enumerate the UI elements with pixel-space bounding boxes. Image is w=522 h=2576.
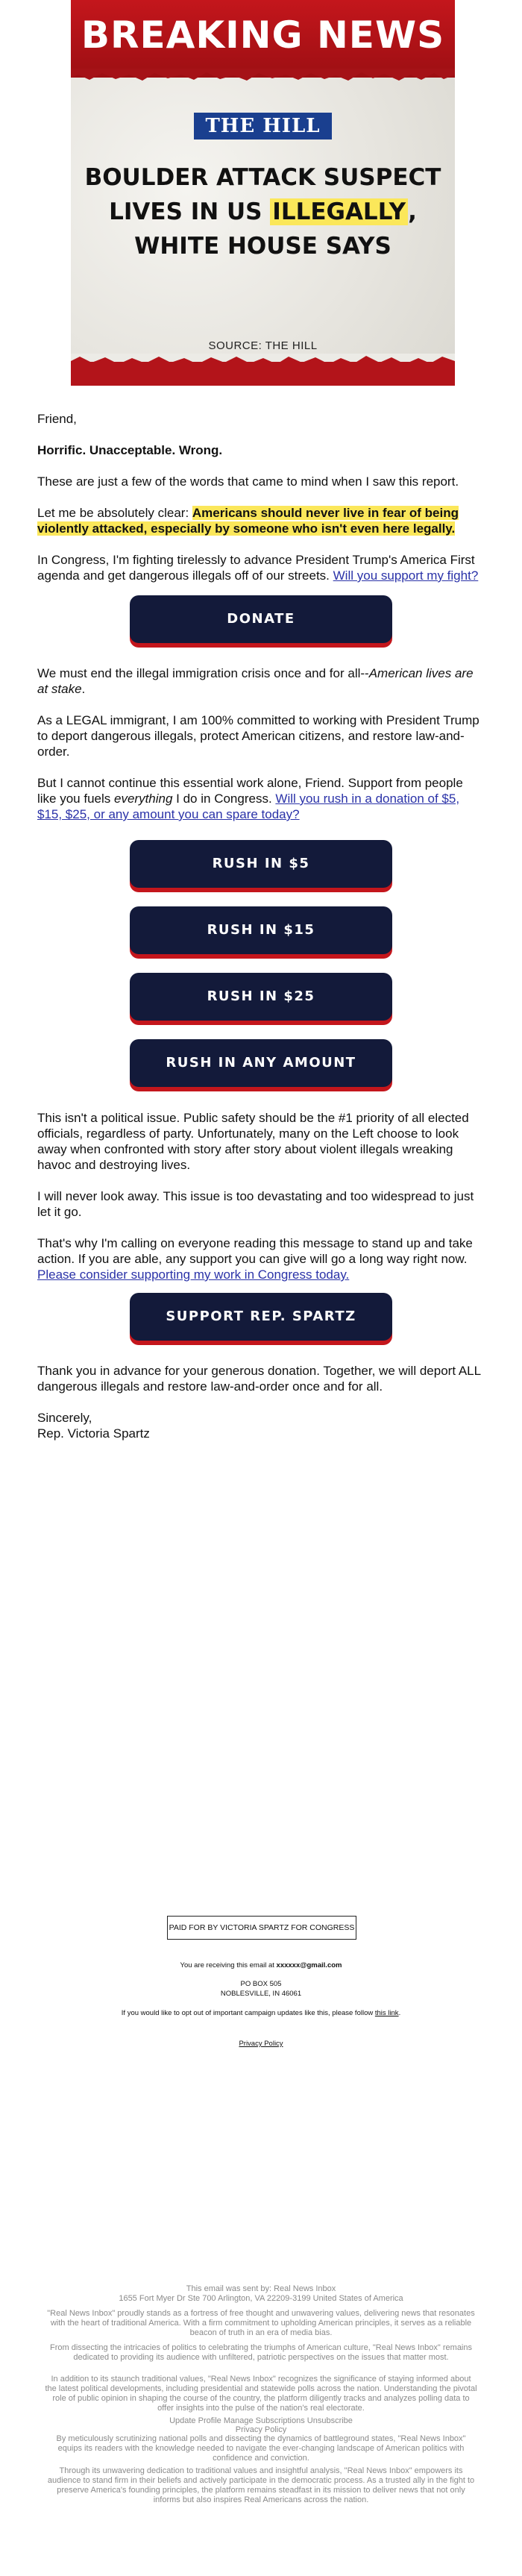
rush-25-button[interactable]: RUSH IN $25 [130,973,392,1021]
paragraph: We must end the illegal immigration crisis once and for all--American lives are at stake. [37,666,474,696]
the-hill-logo: THE HILL [194,113,332,140]
sender-paragraph: Through its unwavering dedication to traditional values and insightful analysis, "Real News Inbox" empowers its audience to stand firm in their beliefs and actively participate in the democratic process. As a trusted ally in the fight to preserve America's founding principles, the platform remains steadfast in its mission to deliver news that not only informs but also inspires Real Americans across the nation. [47,2466,475,2504]
paragraph: Thank you in advance for your generous donation. Together, we will deport ALL dangerous illegals and restore law-and-order once and for all. [37,1364,481,1394]
rush-any-amount-button[interactable]: RUSH IN ANY AMOUNT [130,1039,392,1087]
city-line: NOBLESVILLE, IN 46061 [220,1990,302,1998]
paragraph: This isn't a political issue. Public safety should be the #1 priority of all elected officials, regardless of party. Unfortunately, many on the Left choose to look away when confronted with story after story about violent illegals wreaking havoc and destroying lives. [37,1111,469,1172]
paragraph: But I cannot continue this essential work alone, Friend. Support from people like you fuels everything I do in Congress. Will you rush in a donation of $5, $15, $25, or any amount you can spare today? [37,776,463,821]
recipient-email: xxxxxx@gmail.com [276,1961,342,1969]
unsubscribe-link[interactable]: Unsubscribe [306,2416,353,2425]
sent-by-line: This email was sent by: Real News Inbox [186,2284,336,2293]
donate-button[interactable]: DONATE [130,595,392,643]
hero-breaking-news-title: BREAKING NEWS [81,13,445,57]
support-work-link[interactable]: Please consider supporting my work in Congress today. [37,1267,350,1282]
receiving-email-note: You are receiving this email at xxxxxx@gmail.com [180,1961,342,1969]
rush-5-button[interactable]: RUSH IN $5 [130,840,392,888]
torn-edge-top [71,69,455,85]
greeting: Friend, [37,412,77,426]
paragraph: I will never look away. This issue is too devastating and too widespread to just let it go. [37,1189,474,1219]
paragraph: Let me be absolutely clear: Americans should never live in fear of being violently attacked, especially by someone who isn't even here legally. [37,506,459,536]
paragraph: These are just a few of the words that came to mind when I saw this report. [37,474,459,489]
hero-source-label: SOURCE: THE HILL [208,339,318,352]
paragraph: That's why I'm calling on everyone reading this message to stand up and take action. If you are able, any support you can give will go a long way right now. Please consider supporting my work in Congress today. [37,1236,473,1282]
hero-headline: BOULDER ATTACK SUSPECT LIVES IN US ILLEGALLY, WHITE HOUSE SAYS [84,164,441,260]
signoff: Sincerely, [37,1411,92,1425]
paragraph: In Congress, I'm fighting tirelessly to advance President Trump's America First agenda and get dangerous illegals off of our streets. Will you support my fight? [37,553,479,583]
support-rep-spartz-button[interactable]: SUPPORT REP. SPARTZ [130,1293,392,1341]
campaign-privacy [0,2039,522,2049]
highlighted-text: Americans should never live in fear of being violently attacked, especially by someone who isn't even here legally. [37,506,459,536]
hero-banner-image [71,0,455,386]
opt-out-note: If you would like to opt out of important campaign updates like this, please follow this link. [121,2009,401,2017]
signature: Rep. Victoria Spartz [37,1426,150,1441]
opt-out-link[interactable]: this link [374,2009,399,2017]
campaign-privacy-link[interactable]: Privacy Policy [239,2040,283,2048]
privacy-policy-link[interactable]: Privacy Policy [235,2425,287,2434]
email-body [37,411,485,1457]
bold-line: Horrific. Unacceptable. Wrong. [37,443,223,457]
rush-donation-link[interactable]: Will you rush in a donation of $5, $15, $25, or any amount you can spare today? [37,792,460,821]
sender-paragraph: In addition to its staunch traditional values, "Real News Inbox" recognizes the significance of staying informed about the latest political developments, including presidential and statewide polls across the nation. Understanding the pivotal role of public opinion in shaping the course of the country, the platform diligently tracks and analyzes polling data to offer insights into the pulse of the nation's real electorate. [45,2375,477,2413]
sender-address: 1655 Fort Myer Dr Ste 700 Arlington, VA 22209-3199 United States of America [119,2294,403,2303]
manage-subscriptions-link[interactable]: Manage Subscriptions [223,2416,305,2425]
po-box: PO BOX 505 [240,1980,282,1988]
support-fight-link[interactable]: Will you support my fight? [333,568,479,583]
sender-paragraph: By meticulously scrutinizing national polls and dissecting the dynamics of battleground states, "Real News Inbox" equips its readers with the knowledge needed to navigate the ever-changing landscape of American politics with confidence and conviction. [56,2434,466,2463]
sender-paragraph: From dissecting the intricacies of politics to celebrating the triumphs of American culture, "Real News Inbox" remains dedicated to providing its audience with unfiltered, patriotic perspectives on the issues that matter most. [50,2343,472,2362]
torn-edge-bottom [71,354,455,370]
headline-highlight: ILLEGALLY [270,198,408,225]
paid-for-disclaimer: PAID FOR BY VICTORIA SPARTZ FOR CONGRESS [167,1916,356,1940]
paragraph: As a LEGAL immigrant, I am 100% committed to working with President Trump to deport dangerous illegals, protect American citizens, and restore law-and-order. [37,713,479,759]
rush-15-button[interactable]: RUSH IN $15 [130,906,392,954]
sender-paragraph: "Real News Inbox" proudly stands as a fortress of free thought and unwavering values, delivering news that resonates with the heart of traditional America. With a firm commitment to upholding American principles, it serves as a reliable beacon of truth in an era of media bias. [47,2309,475,2337]
update-profile-link[interactable]: Update Profile [169,2416,221,2425]
